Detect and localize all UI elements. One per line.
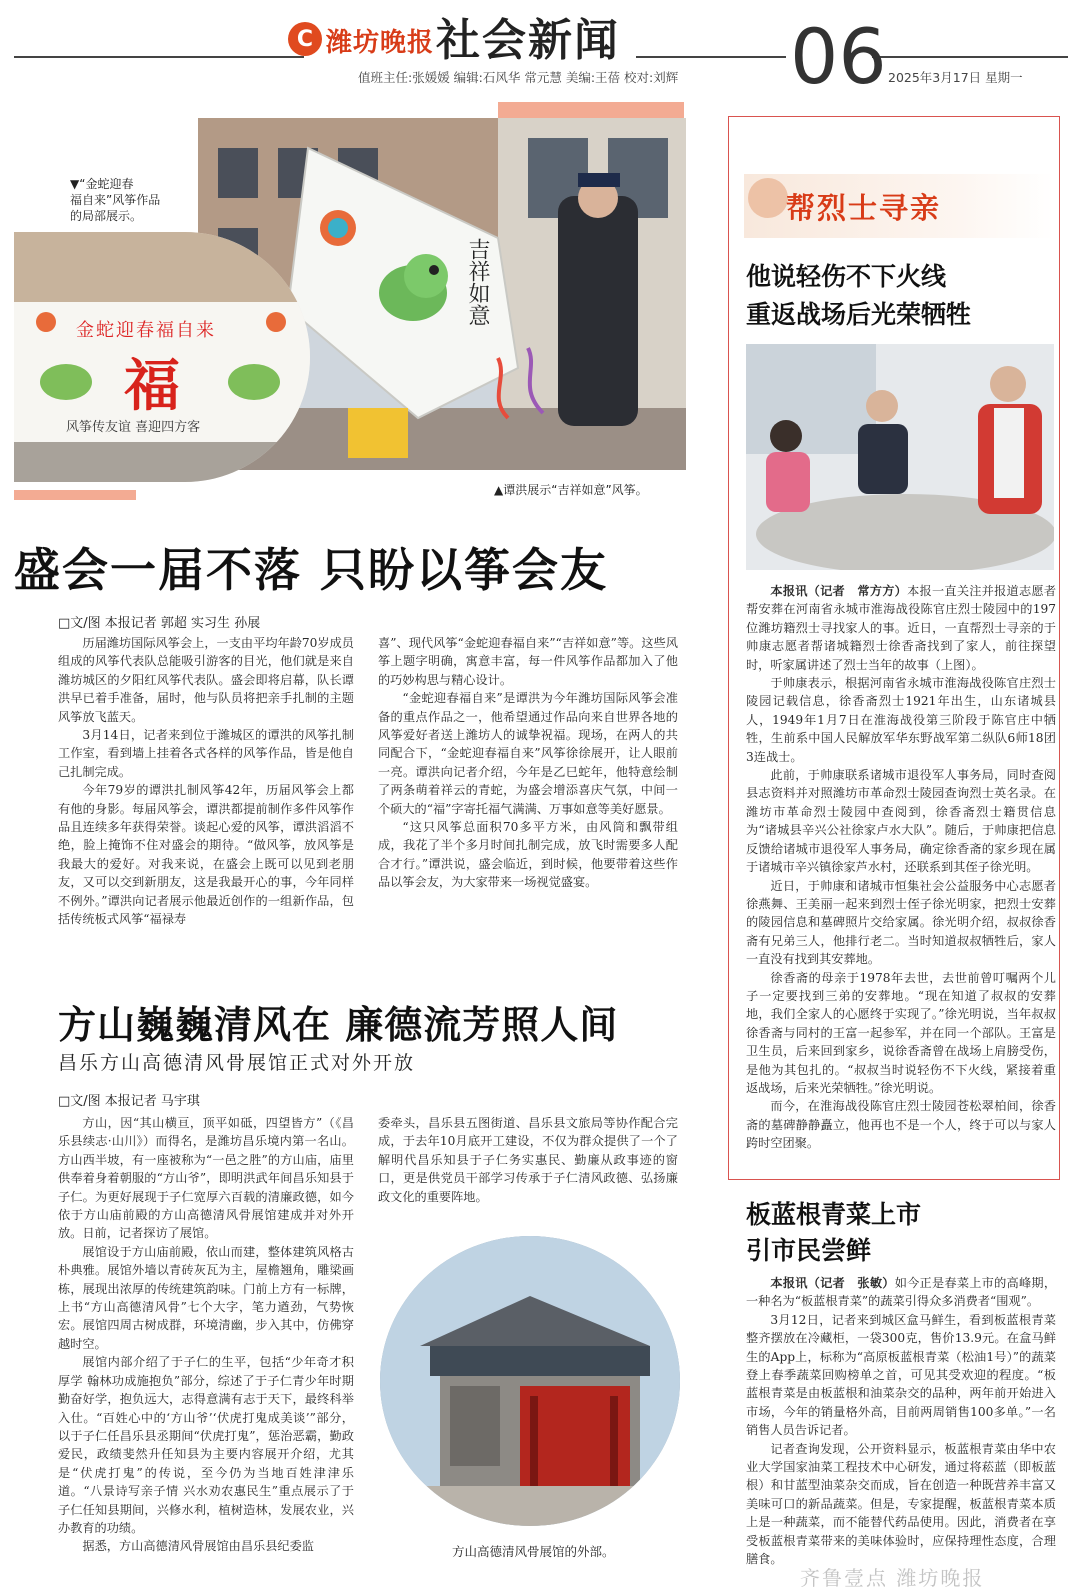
visit-illustration (746, 344, 1054, 570)
kite-col2-para-2: “金蛇迎春福自来”是谭洪为今年潍坊国际风筝会准备的重点作品之一，他希望通过作品向来自世界各地的风筝爱好者送上潍坊人的诚挚祝福。现场，在两人的共同配合下，“金蛇迎春福自来”风筝徐徐展开，让人眼前一亮。谭洪向记者介绍，今年是乙巳蛇年，他特意绘制了两条萌着祥云的青蛇，为盛会增添喜庆气氛，中间一个硕大的“福”字寄托福气满满、万事如意等美好愿景。 (378, 691, 678, 816)
martyr-headline-line-2: 重返战场后光荣牺牲 (746, 300, 972, 329)
cabbage-para-1 (746, 1274, 1056, 1311)
fangshan-col1-para-1: 方山，因“其山横亘，顶平如砥，四望皆方”（《昌乐县续志·山川》）而得名，是潍坊昌乐境内第一名山。方山西半坡，有一座被称为“一邑之胜”的方山庙，庙里供奉着身着朝服的“方山爷”，即明洪武年间昌乐知县于子仁。为更好展现于子仁宽厚六百载的清廉政德，如今依于方山庙前殿的方山高德清风骨展馆建成并对外开放。日前，记者探访了展馆。 (58, 1116, 354, 1241)
fangshan-col1-para-2: 展馆设于方山庙前殿，依山而建，整体建筑风格古朴典雅。展馆外墙以青砖灰瓦为主，屋檐翘角，雕梁画栋，展现出浓厚的传统建筑韵味。门前上方有一标牌，上书“方山高德清风骨”七个大字，笔力遒劲，气势恢宏。展馆四周古树成群，环境清幽，步入其中，仿佛穿越时空。 (58, 1244, 354, 1351)
masthead-rule-mid (636, 56, 786, 58)
kite-banner-inset-photo (14, 232, 310, 482)
martyr-story-body (746, 582, 1056, 1172)
kite-col1-para-2: 3月14日，记者来到位于潍城区的谭洪的风筝扎制工作室，看到墙上挂着各式各样的风筝作品，皆是他自己扎制完成。 (58, 728, 354, 779)
kite-story-headline: 盛会一届不落 只盼以筝会友 (14, 543, 609, 597)
martyr-para-4: 近日，于帅康和诸城市恒集社会公益服务中心志愿者徐燕舞、王美丽一起来到烈士侄子徐光明家，把烈士安葬的陵园信息和墓碑照片交给家属。徐光明介绍，叔叔徐香斋有兄弟三人，他排行老二。当时知道叔叔牺牲后，家人一直没有找到其安葬地。 (746, 878, 1056, 967)
page-number: 06 (790, 12, 887, 101)
section-title: 社会新闻 (436, 15, 620, 66)
fangshan-story-column-1 (58, 1114, 354, 1588)
fangshan-story-subheadline: 昌乐方山高德清风骨展馆正式对外开放 (58, 1052, 416, 1074)
fangshan-story-column-2 (378, 1114, 678, 1224)
kite-story-column-2 (378, 634, 678, 950)
cabbage-para-3: 记者查询发现，公开资料显示，板蓝根青菜由华中农业大学国家油菜工程技术中心研发，通过将菘蓝（即板蓝根）和甘蓝型油菜杂交而成，旨在创造一种既营养丰富又美味可口的新品蔬菜。但是，专家提醒，板蓝根青菜本质上是一种蔬菜，而不能替代药品使用。因此，消费者在享受板蓝根青菜带来的美味体验时，应保持理性态度，合理膳食。 (746, 1441, 1056, 1567)
martyr-headline-line-1: 他说轻伤不下火线 (746, 262, 947, 291)
issue-date: 2025年3月17日 星期一 (888, 70, 1023, 85)
kite-photo-caption: ▲谭洪展示“吉祥如意”风筝。 (494, 483, 648, 497)
fangshan-col1-para-4: 据悉，方山高德清风骨展馆由昌乐县纪委监 (82, 1539, 314, 1554)
banner-title: 金蛇迎春福自来 (76, 320, 216, 341)
kite-story-column-1 (58, 634, 354, 950)
brand-logo-icon: C (288, 22, 322, 56)
kite-col2-para-3: “这只风筝总面积70多平方米，由风筒和飘带组成，我花了半个多月时间扎制完成，放飞时需要多人配合才行。”谭洪说，盛会临近，到时候，他要带着这些作品以筝会友，为大家带来一场视觉盛宴。 (378, 820, 678, 890)
cabbage-para-1-text: 如今正是春菜上市的高峰期，一种名为“板蓝根青菜”的蔬菜引得众多消费者“围观”。 (746, 1276, 1056, 1309)
fangshan-story-headline: 方山巍巍清风在 廉德流芳照人间 (58, 1003, 619, 1047)
martyr-family-visit-photo (746, 344, 1054, 570)
martyr-para-2: 于帅康表示，根据河南省永城市淮海战役陈官庄烈士陵园记载信息，徐香斋烈士1921年出生，山东诸城县人，1949年1月7日在淮海战役第三阶段于陈官庄中牺牲，生前系中国人民解放军华东野战军第二纵队6师18团3连战士。 (746, 676, 1056, 764)
cabbage-para-2: 3月12日，记者来到城区盒马鲜生，看到板蓝根青菜整齐摆放在冷藏柜，一袋300克，售价13.9元。在盒马鲜生的App上，标称为“高原板蓝根青菜（松油1号）”的蔬菜登上春季蔬菜回购榜单之首，可见其受欢迎的程度。“板蓝根青菜是由板蓝根和油菜杂交的品种，两年前开始进入市场，今年的销量格外高，目前两周销售100多单。”一名销售人员告诉记者。 (746, 1312, 1056, 1438)
martyr-para-1-text: 本报一直关注并报道志愿者帮安葬在河南省永城市淮海战役陈官庄烈士陵园中的197位潍坊籍烈士寻找家人的事。近日，一直帮烈士寻亲的于帅康志愿者帮诸城籍烈士徐香斋找到了家人，前往探望时，听家属讲述了烈士当年的故事（上图）。 (746, 584, 1056, 672)
fangshan-col2-para-1: 委牵头，昌乐县五图街道、昌乐县文旅局等协作配合完成，于去年10月底开工建设，不仅为群众提供了一个了解明代昌乐知县于子仁务实惠民、勤廉从政事迹的窗口，更是供党员干部学习传承于子仁清风政德、弘扬廉政文化的重要阵地。 (378, 1116, 678, 1204)
decor-strip-bottom (14, 490, 136, 500)
brand-name: 潍坊晚报 (326, 28, 435, 58)
watermark: 齐鲁壹点 潍坊晚报 (800, 1566, 985, 1590)
column-label-decor-icon (748, 178, 788, 218)
masthead-rule-right (872, 56, 1068, 58)
cabbage-story-body (746, 1274, 1056, 1592)
martyr-para-3: 此前，于帅康联系诸城市退役军人事务局，同时查阅县志资料并对照潍坊市革命烈士陵园查询烈士英名录。在潍坊市革命烈士陵园中查阅到，徐香斋烈士籍贯信息为“诸城县辛兴公社徐家卢水大队”。随后，于帅康把信息反馈给诸城市退役军人事务局，确定徐香斋的家乡现在属于诸城市辛兴镇徐家芦水村，还联系到其侄子徐光明。 (746, 768, 1056, 875)
inset-photo-caption: ▼“金蛇迎春 福自来”风筝作品 的局部展示。 (70, 177, 161, 223)
cabbage-headline-line-1: 板蓝根青菜上市 (746, 1200, 922, 1229)
banner-bottom-text: 风筝传友谊 喜迎四方客 (66, 420, 201, 435)
fangshan-story-byline: □文/图 本报记者 马宇琪 (58, 1094, 200, 1109)
hall-exterior-photo (380, 1236, 680, 1526)
cabbage-lead: 本报讯（记者 张敏） (770, 1276, 895, 1290)
kite-text: 吉祥如意 (465, 238, 490, 326)
martyr-para-1 (746, 582, 1056, 674)
kite-story-byline: □文/图 本报记者 郭超 实习生 孙展 (58, 616, 261, 631)
editor-credits: 值班主任:张媛媛 编辑:石风华 常元慧 美编:王蓓 校对:刘辉 (358, 70, 679, 85)
hall-illustration (380, 1236, 680, 1526)
column-label: 帮烈士寻亲 (786, 191, 942, 225)
cabbage-headline-line-2: 引市民尝鲜 (746, 1236, 872, 1265)
fangshan-col1-para-3: 展馆内部介绍了于子仁的生平，包括“少年奇才积厚学 翰林功成施抱负”部分，综述了于子仁青少年时期勤奋好学，抱负远大，志得意满有志于天下，最终科举入仕。“百姓心中的‘方山爷’‘伏虎打鬼成美谈’”部分，以于子仁任昌乐县丞期间“伏虎打鬼”，惩治恶霸，勤政爱民，政绩斐然升任知县为主要内容展开介绍，尤其是“伏虎打鬼”的传说，至今仍为当地百姓津津乐道。“八景诗写亲子情 兴水劝农惠民生”重点展示了于子仁任知县期间，兴修水利，植树造林，发展农业，兴办教育的功绩。 (58, 1355, 354, 1535)
martyr-lead: 本报讯（记者 常方方） (770, 584, 908, 598)
masthead-rule-left (14, 56, 304, 58)
banner-fu-character: 福 (124, 353, 180, 419)
kite-col1-para-1: 历届潍坊国际风筝会上，一支由平均年龄70岁成员组成的风筝代表队总能吸引游客的目光，他们就是来自潍坊城区的夕阳红风筝代表队。盛会即将启幕，队长谭洪早已着手准备，届时，他与队员将把亲手扎制的主题风筝放飞蓝天。 (58, 636, 354, 724)
martyr-para-5: 徐香斋的母亲于1978年去世，去世前曾叮嘱两个儿子一定要找到三弟的安葬地。“现在知道了叔叔的安葬地，我们全家人的心愿终于实现了。”徐光明说，当年叔叔徐香斋与同村的王富一起参军，并在同一个部队。王富是卫生员，后来回到家乡，说徐香斋曾在战场上肩膀受伤，是他为其包扎的。“叔叔当时说轻伤不下火线，紧接着重返战场，后来光荣牺牲。”徐光明说。 (746, 970, 1056, 1095)
kite-col2-para-1: 喜”、现代风筝“金蛇迎春福自来”“吉祥如意”等。这些风筝上题字明确，寓意丰富，每一件风筝作品都加入了他的巧妙构思与精心设计。 (378, 636, 678, 687)
martyr-para-6: 而今，在淮海战役陈官庄烈士陵园苍松翠柏间，徐香斋的墓碑静静矗立，他再也不是一个人，终于可以与家人跨时空团聚。 (746, 1099, 1056, 1151)
kite-col1-para-3: 今年79岁的谭洪扎制风筝42年，历届风筝会上都有他的身影。每届风筝会，谭洪都提前制作多件风筝作品且连续多年获得荣誉。谈起心爱的风筝，谭洪滔滔不绝，脸上掩饰不住对盛会的期待。“做风筝，放风筝是我最大的爱好。对我来说，在盛会上既可以见到老朋友，又可以交到新朋友，这是我最开心的事，今年同样不例外。”谭洪向记者展示他最近创作的一组新作品，包括传统板式风筝“福禄寿 (58, 783, 354, 927)
decor-strip-top (498, 102, 684, 118)
hall-photo-caption: 方山高德清风骨展馆的外部。 (452, 1544, 615, 1559)
